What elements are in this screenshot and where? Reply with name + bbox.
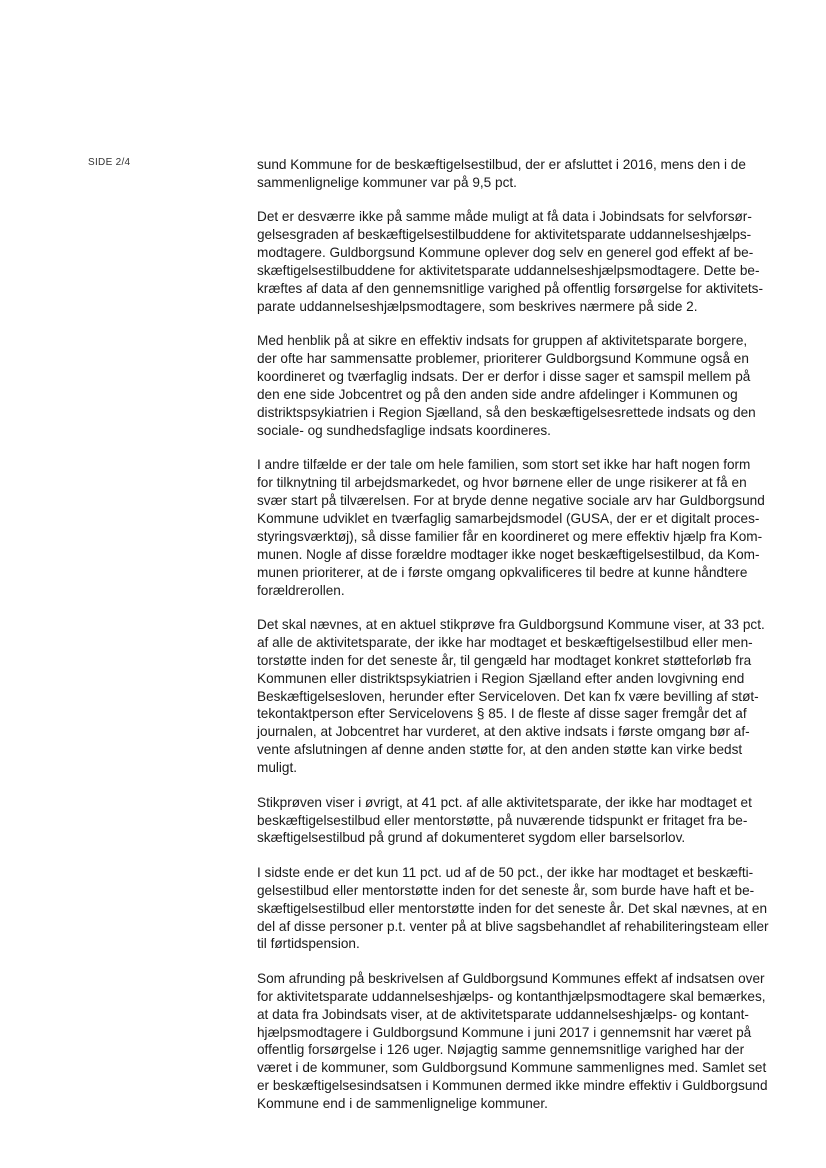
text-line: offentlig forsørgelse i 126 uger. Nøjagtig samme gennemsnitlige varighed har der xyxy=(257,1042,745,1058)
paragraph xyxy=(257,332,787,439)
paragraph xyxy=(257,864,787,954)
text-line: gelsestilbud eller mentorstøtte inden for det seneste år, som burde have haft et be- xyxy=(257,882,755,898)
text-line: parate uddannelseshjælpsmodtagere, som beskrives nærmere på side 2. xyxy=(257,298,698,314)
text-line: den ene side Jobcentret og på den anden side andre afdelinger i Kommunen og xyxy=(257,386,738,402)
text-line: vente afslutningen af denne anden støtte for, at den anden støtte kan virke bedst xyxy=(257,742,743,758)
text-line: at data fra Jobindsats viser, at de aktivitetsparate uddannelseshjælps- og kontant- xyxy=(257,1006,749,1022)
text-line: skæftigelsestilbuddene for aktivitetsparate uddannelseshjælpsmodtagere. Dette be- xyxy=(257,263,760,279)
text-line: for tilknytning til arbejdsmarkedet, og hvor børnene eller de unge risikerer at få en xyxy=(257,475,747,491)
text-line: sammenlignelige kommuner var på 9,5 pct. xyxy=(257,174,517,190)
text-line: tekontaktperson efter Servicelovens § 85. I de fleste af disse sager fremgår det af xyxy=(257,706,747,722)
text-line: forældrerollen. xyxy=(257,582,345,598)
text-line: koordineret og tværfaglig indsats. Der er derfor i disse sager et samspil mellem på xyxy=(257,369,751,385)
text-line: Kommune end i de sammenlignelige kommuner. xyxy=(257,1096,548,1112)
text-line: skæftigelsestilbud på grund af dokumenteret sygdom eller barselsorlov. xyxy=(257,830,686,846)
text-line: sociale- og sundhedsfaglige indsats koordineres. xyxy=(257,422,551,438)
text-line: for aktivitetsparate uddannelseshjælps- og kontanthjælpsmodtagere skal bemærkes, xyxy=(257,988,766,1004)
text-line: sund Kommune for de beskæftigelsestilbud, der er afsluttet i 2016, mens den i de xyxy=(257,157,746,172)
text-line: Kommune udviklet en tværfaglig samarbejdsmodel (GUSA, der er et digitalt proces- xyxy=(257,510,760,526)
text-line: Det er desværre ikke på samme måde muligt at få data i Jobindsats for selvforsør- xyxy=(257,209,752,225)
text-line: Med henblik på at sikre en effektiv indsats for gruppen af aktivitetsparate borgere, xyxy=(257,333,748,349)
text-line: af alle de aktivitetsparate, der ikke har modtaget et beskæftigelsestilbud eller men- xyxy=(257,634,753,650)
text-line: torstøtte inden for det seneste år, til gengæld har modtaget konkret støtteforløb fra xyxy=(257,652,752,668)
paragraph xyxy=(257,616,787,777)
text-line: der ofte har sammensatte problemer, prioriterer Guldborgsund Kommune også en xyxy=(257,351,749,367)
paragraph xyxy=(257,456,787,599)
text-line: journalen, at Jobcentret har vurderet, at den aktive indsats i første omgang bør af- xyxy=(257,724,750,740)
page-number-label: SIDE 2/4 xyxy=(88,157,131,168)
text-line: munen. Nogle af disse forældre modtager ikke noget beskæftigelsestilbud, da Kom- xyxy=(257,546,760,562)
text-line: svær start på tilværelsen. For at bryde denne negative sociale arv har Guldborgsund xyxy=(257,493,765,508)
document-body xyxy=(257,156,787,1130)
text-line: Kommunen eller distriktspsykiatrien i Region Sjælland efter anden lovgivning end xyxy=(257,670,745,686)
paragraph xyxy=(257,156,787,192)
paragraph xyxy=(257,208,787,315)
paragraph xyxy=(257,794,787,848)
text-line: Det skal nævnes, at en aktuel stikprøve fra Guldborgsund Kommune viser, at 33 pct. xyxy=(257,616,765,632)
text-line: del af disse personer p.t. venter på at blive sagsbehandlet af rehabiliteringsteam eller xyxy=(257,918,769,934)
text-line: I sidste ende er det kun 11 pct. ud af de 50 pct., der ikke har modtaget et beskæfti- xyxy=(257,864,754,880)
text-line: til førtidspension. xyxy=(257,936,360,952)
text-line: været i de kommuner, som Guldborgsund Kommune sammenlignes med. Samlet set xyxy=(257,1060,767,1076)
text-line: modtagere. Guldborgsund Kommune oplever dog selv en generel god effekt af be- xyxy=(257,245,754,261)
text-line: skæftigelsestilbud eller mentorstøtte inden for det seneste år. Det skal nævnes, at en xyxy=(257,900,768,916)
text-line: muligt. xyxy=(257,760,298,776)
text-line: kræftes af data af den gennemsnitlige varighed på offentlig forsørgelse for aktivitets- xyxy=(257,280,764,296)
text-line: beskæftigelsestilbud eller mentorstøtte, på nuværende tidspunkt er fritaget fra be- xyxy=(257,812,748,828)
text-line: gelsesgraden af beskæftigelsestilbuddene for aktivitetsparate uddannelseshjælps- xyxy=(257,227,752,243)
text-line: er beskæftigelsesindsatsen i Kommunen dermed ikke mindre effektiv i Guldborgsund xyxy=(257,1078,768,1094)
text-line: hjælpsmodtagere i Guldborgsund Kommune i juni 2017 i gennemsnit har været på xyxy=(257,1024,752,1040)
text-line: I andre tilfælde er der tale om hele familien, som stort set ikke har haft nogen form xyxy=(257,457,751,473)
text-line: distriktspsykiatrien i Region Sjælland, så den beskæftigelsesrettede indsats og den xyxy=(257,404,756,420)
text-line: Stikprøven viser i øvrigt, at 41 pct. af alle aktivitetsparate, der ikke har modtaget et xyxy=(257,794,752,810)
text-line: Beskæftigelsesloven, herunder efter Serviceloven. Det kan fx være bevilling af støt- xyxy=(257,688,759,704)
text-line: styringsværktøj), så disse familier får en koordineret og mere effektiv hjælp fra Kom- xyxy=(257,528,763,544)
text-line: Som afrunding på beskrivelsen af Guldborgsund Kommunes effekt af indsatsen over xyxy=(257,970,765,986)
text-line: munen prioriterer, at de i første omgang opkvalificeres til bedre at kunne håndtere xyxy=(257,564,748,580)
paragraph xyxy=(257,970,787,1113)
